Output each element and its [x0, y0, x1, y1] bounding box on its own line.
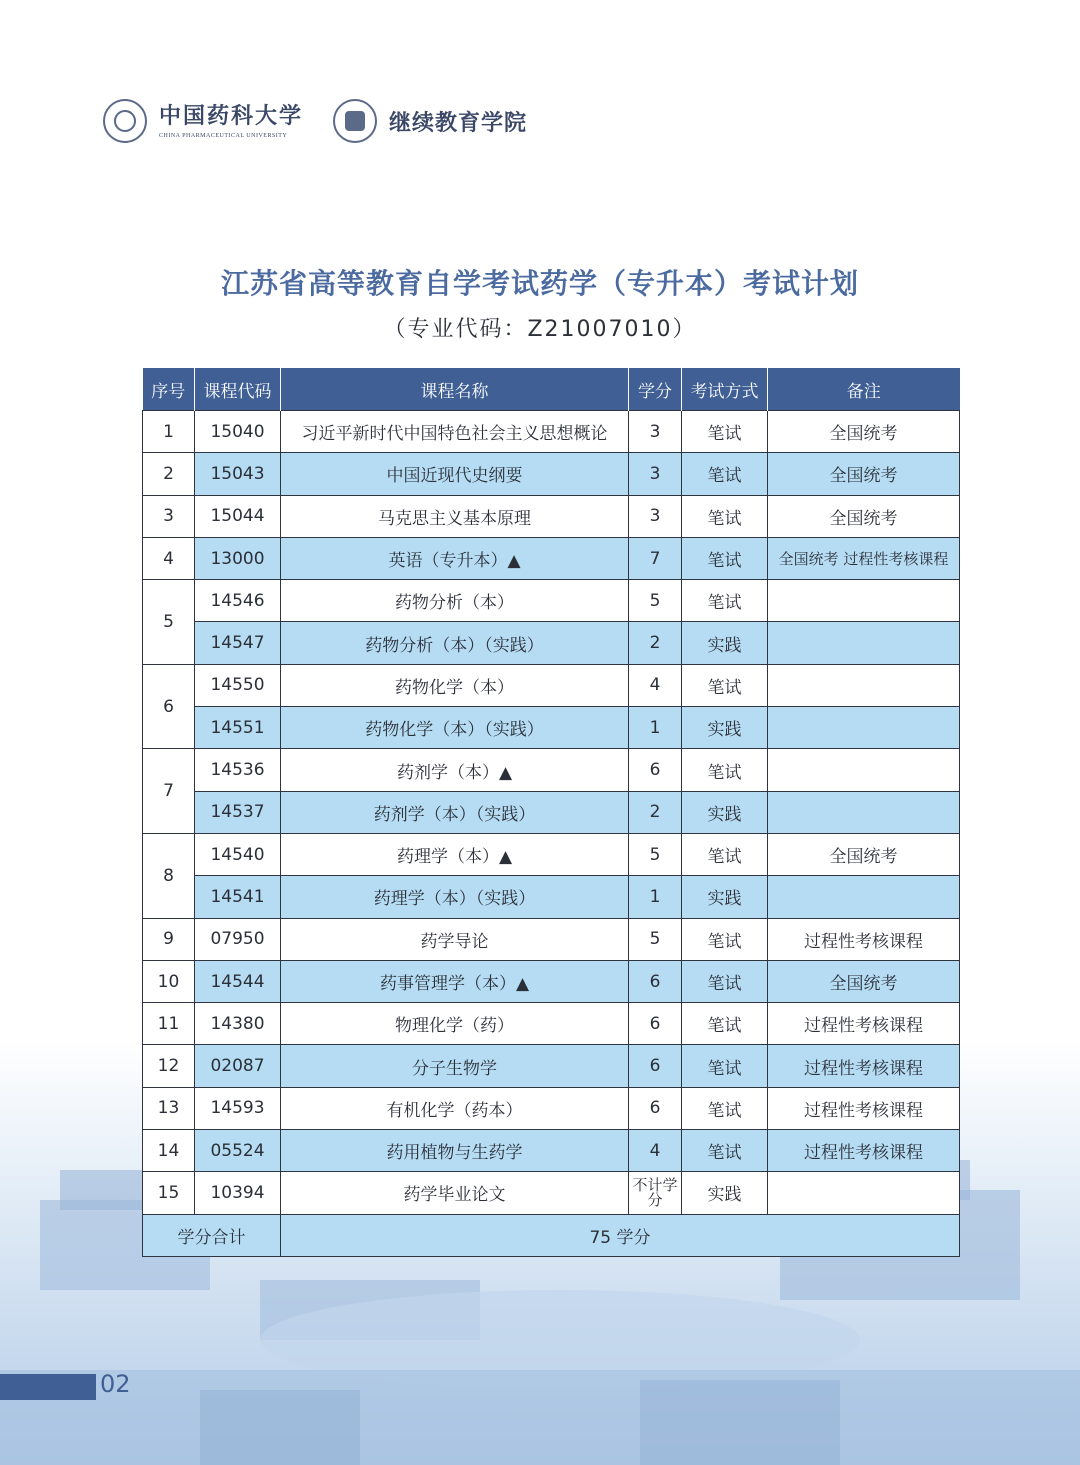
cell-seq: 11 [143, 1003, 195, 1045]
cell-note: 过程性考核课程 [768, 1003, 960, 1045]
cell-mode: 实践 [682, 622, 768, 664]
table-row [143, 411, 960, 453]
cell-name: 药学导论 [281, 918, 629, 960]
cell-note [768, 791, 960, 833]
column-header: 备注 [768, 368, 960, 411]
cell-code: 02087 [195, 1045, 281, 1087]
exam-plan-table [142, 368, 960, 1257]
cell-mode: 笔试 [682, 580, 768, 622]
cell-code: 14540 [195, 833, 281, 875]
table-row [143, 1130, 960, 1172]
cell-name: 药物分析（本）（实践） [281, 622, 629, 664]
header-logos [103, 96, 527, 146]
university-name-block [159, 103, 303, 139]
cell-mode: 笔试 [682, 833, 768, 875]
cell-mode: 笔试 [682, 411, 768, 453]
cell-name: 药物化学（本） [281, 664, 629, 706]
cell-mode: 笔试 [682, 453, 768, 495]
cell-seq: 7 [143, 749, 195, 834]
cell-credit: 3 [629, 453, 682, 495]
cell-note: 全国统考 过程性考核课程 [768, 537, 960, 579]
table-row [143, 749, 960, 791]
cell-name: 分子生物学 [281, 1045, 629, 1087]
cell-credit: 5 [629, 580, 682, 622]
cell-note [768, 876, 960, 918]
cell-name: 药用植物与生药学 [281, 1130, 629, 1172]
cell-name: 药剂学（本）▲ [281, 749, 629, 791]
cell-name: 药物化学（本）（实践） [281, 707, 629, 749]
total-value: 75 学分 [281, 1214, 960, 1256]
college-name: 继续教育学院 [389, 109, 528, 136]
cell-name: 中国近现代史纲要 [281, 453, 629, 495]
cell-code: 15044 [195, 495, 281, 537]
cell-credit: 6 [629, 749, 682, 791]
cell-name: 马克思主义基本原理 [281, 495, 629, 537]
table-row [143, 960, 960, 1002]
cell-credit: 1 [629, 707, 682, 749]
cell-note: 全国统考 [768, 833, 960, 875]
university-name-en: CHINA PHARMACEUTICAL UNIVERSITY [159, 133, 288, 139]
cell-credit: 3 [629, 411, 682, 453]
cell-seq: 6 [143, 664, 195, 749]
cell-code: 14551 [195, 707, 281, 749]
cell-code: 14536 [195, 749, 281, 791]
table-row [143, 453, 960, 495]
cell-code: 14546 [195, 580, 281, 622]
cell-credit: 5 [629, 833, 682, 875]
cell-mode: 笔试 [682, 1045, 768, 1087]
cell-credit: 3 [629, 495, 682, 537]
cell-note: 过程性考核课程 [768, 1087, 960, 1129]
cell-credit: 5 [629, 918, 682, 960]
table-row [143, 580, 960, 622]
cell-name: 习近平新时代中国特色社会主义思想概论 [281, 411, 629, 453]
cell-note [768, 749, 960, 791]
cell-seq: 15 [143, 1172, 195, 1214]
cell-code: 14547 [195, 622, 281, 664]
cell-seq: 14 [143, 1130, 195, 1172]
page-number-bar [0, 1374, 96, 1400]
table-row [143, 1087, 960, 1129]
cell-code: 14541 [195, 876, 281, 918]
cell-code: 15040 [195, 411, 281, 453]
cell-name: 药剂学（本）（实践） [281, 791, 629, 833]
cell-code: 10394 [195, 1172, 281, 1214]
cell-mode: 实践 [682, 707, 768, 749]
cell-seq: 12 [143, 1045, 195, 1087]
cell-code: 07950 [195, 918, 281, 960]
cell-name: 药学毕业论文 [281, 1172, 629, 1214]
cell-code: 13000 [195, 537, 281, 579]
table-row [143, 495, 960, 537]
cell-credit: 6 [629, 1003, 682, 1045]
cell-name: 英语（专升本）▲ [281, 537, 629, 579]
cell-seq: 10 [143, 960, 195, 1002]
cell-credit: 不计学分 [629, 1172, 682, 1214]
cell-mode: 实践 [682, 791, 768, 833]
table-row [143, 918, 960, 960]
cell-seq: 3 [143, 495, 195, 537]
table-row [143, 876, 960, 918]
cell-seq: 5 [143, 580, 195, 665]
cell-mode: 实践 [682, 1172, 768, 1214]
cell-code: 15043 [195, 453, 281, 495]
cell-note [768, 580, 960, 622]
university-name-cn: 中国药科大学 [159, 103, 304, 129]
cell-note: 过程性考核课程 [768, 918, 960, 960]
page-title: 江苏省高等教育自学考试药学（专升本）考试计划 [220, 267, 859, 300]
table-row [143, 833, 960, 875]
cell-name: 药事管理学（本）▲ [281, 960, 629, 1002]
column-header: 考试方式 [682, 368, 768, 411]
cell-mode: 笔试 [682, 1003, 768, 1045]
cell-note: 过程性考核课程 [768, 1130, 960, 1172]
cell-credit: 4 [629, 1130, 682, 1172]
table-row [143, 791, 960, 833]
cell-credit: 2 [629, 791, 682, 833]
cell-credit: 6 [629, 1087, 682, 1129]
cell-name: 药理学（本）（实践） [281, 876, 629, 918]
cell-code: 14380 [195, 1003, 281, 1045]
cell-name: 药物分析（本） [281, 580, 629, 622]
cell-credit: 1 [629, 876, 682, 918]
cell-mode: 笔试 [682, 960, 768, 1002]
table-row [143, 664, 960, 706]
cell-note: 全国统考 [768, 960, 960, 1002]
cell-note [768, 707, 960, 749]
cell-mode: 笔试 [682, 918, 768, 960]
cell-note [768, 622, 960, 664]
cell-note: 全国统考 [768, 495, 960, 537]
cell-mode: 笔试 [682, 1087, 768, 1129]
table-row [143, 707, 960, 749]
cell-mode: 笔试 [682, 749, 768, 791]
cell-credit: 6 [629, 960, 682, 1002]
column-header: 学分 [629, 368, 682, 411]
total-label: 学分合计 [143, 1214, 281, 1256]
cell-note: 过程性考核课程 [768, 1045, 960, 1087]
table-row [143, 1003, 960, 1045]
cell-mode: 实践 [682, 876, 768, 918]
table-row [143, 622, 960, 664]
cell-name: 物理化学（药） [281, 1003, 629, 1045]
table-row [143, 1045, 960, 1087]
cell-code: 05524 [195, 1130, 281, 1172]
page-subtitle: （专业代码：Z21007010） [383, 317, 697, 342]
column-header: 序号 [143, 368, 195, 411]
table-row [143, 537, 960, 579]
table-row [143, 1172, 960, 1214]
university-seal-icon [103, 99, 147, 143]
cell-mode: 笔试 [682, 495, 768, 537]
cell-note [768, 1172, 960, 1214]
cell-note [768, 664, 960, 706]
cell-seq: 8 [143, 833, 195, 918]
college-seal-icon [333, 99, 377, 143]
cell-note: 全国统考 [768, 453, 960, 495]
cell-name: 药理学（本）▲ [281, 833, 629, 875]
cell-credit: 4 [629, 664, 682, 706]
cell-note: 全国统考 [768, 411, 960, 453]
cell-seq: 2 [143, 453, 195, 495]
cell-credit: 6 [629, 1045, 682, 1087]
column-header: 课程名称 [281, 368, 629, 411]
cell-seq: 4 [143, 537, 195, 579]
total-row [143, 1214, 960, 1256]
cell-credit: 2 [629, 622, 682, 664]
cell-mode: 笔试 [682, 664, 768, 706]
cell-mode: 笔试 [682, 537, 768, 579]
table-header-row [143, 368, 960, 411]
cell-mode: 笔试 [682, 1130, 768, 1172]
cell-code: 14593 [195, 1087, 281, 1129]
cell-code: 14544 [195, 960, 281, 1002]
cell-seq: 1 [143, 411, 195, 453]
column-header: 课程代码 [195, 368, 281, 411]
cell-credit: 7 [629, 537, 682, 579]
page-number: 02 [100, 1370, 131, 1398]
cell-seq: 13 [143, 1087, 195, 1129]
cell-code: 14537 [195, 791, 281, 833]
cell-name: 有机化学（药本） [281, 1087, 629, 1129]
cell-code: 14550 [195, 664, 281, 706]
cell-seq: 9 [143, 918, 195, 960]
